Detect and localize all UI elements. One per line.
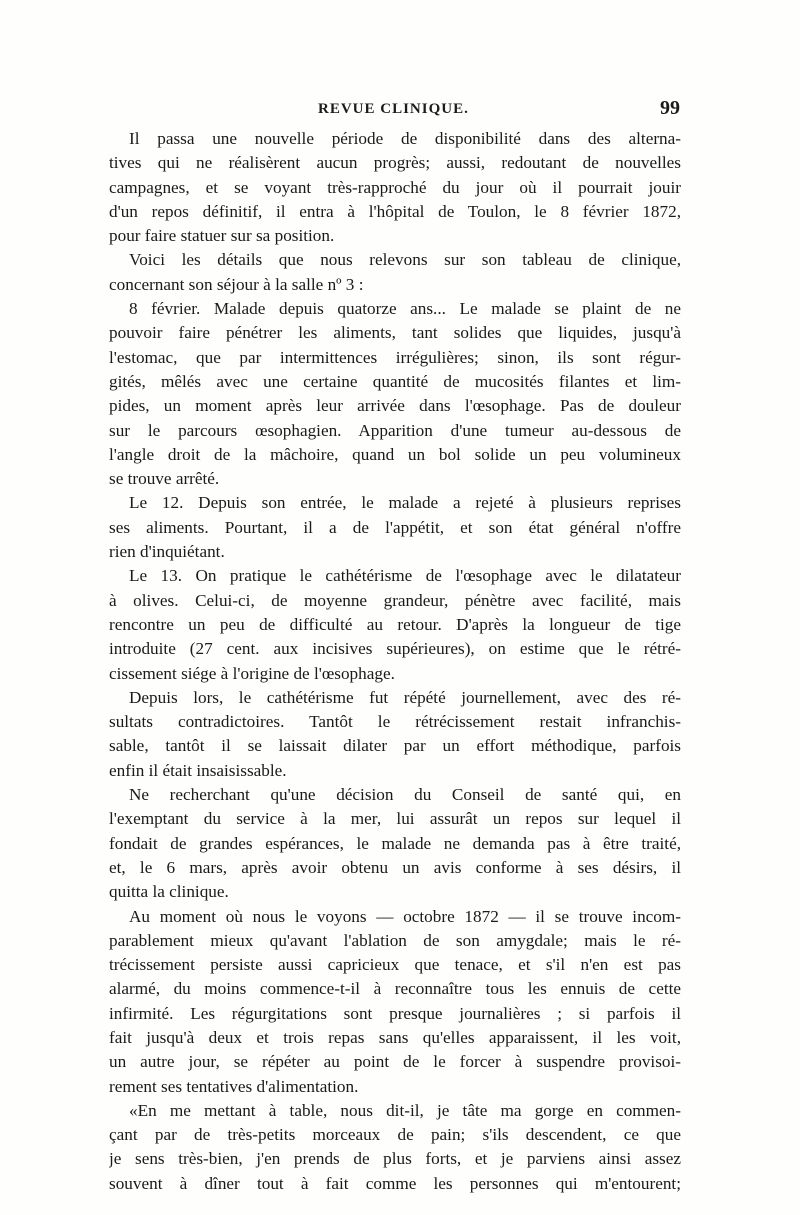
text-line: fait jusqu'à deux et trois repas sans qu'elles apparaissent, il les voit, bbox=[109, 1027, 681, 1047]
text-line: trécissement persiste aussi capricieux que tenace, et s'il n'en est pas bbox=[109, 955, 681, 975]
text-line: infirmité. Les régurgitations sont presque journalières ; si parfois il bbox=[109, 1003, 681, 1023]
text-line: pouvoir faire pénétrer les aliments, tant solides que liquides, jusqu'à bbox=[109, 323, 681, 343]
page-header bbox=[110, 97, 680, 123]
text-line: sable, tantôt il se laissait dilater par un effort méthodique, parfois bbox=[109, 736, 681, 756]
text-line: cissement siége à l'origine de l'œsophage. bbox=[109, 663, 395, 683]
text-line: Le 12. Depuis son entrée, le malade a rejeté à plusieurs reprises bbox=[129, 493, 681, 513]
text-line: tives qui ne réalisèrent aucun progrès; aussi, redoutant de nouvelles bbox=[109, 153, 681, 173]
text-line: un autre jour, se répéter au point de le forcer à suspendre provisoi- bbox=[109, 1052, 681, 1072]
text-line: rencontre un peu de difficulté au retour. D'après la longueur de tige bbox=[109, 614, 681, 634]
text-line: souvent à dîner tout à fait comme les personnes qui m'entourent; bbox=[109, 1173, 681, 1193]
text-line: rien d'inquiétant. bbox=[109, 542, 225, 562]
text-line: Le 13. On pratique le cathétérisme de l'œsophage avec le dilatateur bbox=[129, 566, 681, 586]
text-line: d'un repos définitif, il entra à l'hôpital de Toulon, le 8 février 1872, bbox=[109, 201, 681, 221]
text-line: sur le parcours œsophagien. Apparition d'une tumeur au-dessous de bbox=[109, 420, 681, 440]
text-line: campagnes, et se voyant très-rapproché du jour où il pourrait jouir bbox=[109, 177, 681, 197]
text-line: ses aliments. Pourtant, il a de l'appétit, et son état général n'offre bbox=[109, 517, 681, 537]
text-line: alarmé, du moins commence-t-il à reconnaître tous les ennuis de cette bbox=[109, 979, 681, 999]
text-line: rement ses tentatives d'alimentation. bbox=[109, 1076, 359, 1096]
text-line: parablement mieux qu'avant l'ablation de son amygdale; mais le ré- bbox=[109, 930, 681, 950]
text-line: Voici les détails que nous relevons sur son tableau de clinique, bbox=[129, 250, 681, 270]
text-line: «En me mettant à table, nous dit-il, je tâte ma gorge en commen- bbox=[129, 1100, 681, 1120]
text-line: l'exemptant du service à la mer, lui assurât un repos sur lequel il bbox=[109, 809, 681, 829]
text-line: l'angle droit de la mâchoire, quand un bol solide un peu volumineux bbox=[109, 444, 681, 464]
text-line: gités, mêlés avec une certaine quantité de mucosités filantes et lim- bbox=[109, 371, 681, 391]
text-line: enfin il était insaisissable. bbox=[109, 760, 287, 780]
text-line: pides, un moment après leur arrivée dans l'œsophage. Pas de douleur bbox=[109, 396, 681, 416]
text-line: se trouve arrêté. bbox=[109, 469, 220, 489]
text-line: quitta la clinique. bbox=[109, 882, 229, 902]
text-line: Au moment où nous le voyons — octobre 1872 — il se trouve incom- bbox=[129, 906, 681, 926]
text-line: Depuis lors, le cathétérisme fut répété journellement, avec des ré- bbox=[129, 687, 681, 707]
text-line: introduite (27 cent. aux incisives supérieures), on estime que le rétré- bbox=[109, 639, 681, 659]
page-number: 99 bbox=[660, 97, 680, 119]
text-line: fondait de grandes espérances, le malade ne demanda pas à être traité, bbox=[109, 833, 681, 853]
text-line: Il passa une nouvelle période de disponibilité dans des alterna- bbox=[129, 129, 681, 148]
text-line: je sens très-bien, j'en prends de plus forts, et je parviens ainsi assez bbox=[109, 1149, 681, 1169]
text-line: sultats contradictoires. Tantôt le rétrécissement restait infranchis- bbox=[109, 712, 681, 732]
text-line: çant par de très-petits morceaux de pain; s'ils descendent, ce que bbox=[109, 1125, 681, 1145]
text-line: pour faire statuer sur sa position. bbox=[109, 226, 335, 246]
text-line: concernant son séjour à la salle nº 3 : bbox=[109, 274, 364, 294]
text-line: 8 février. Malade depuis quatorze ans... Le malade se plaint de ne bbox=[129, 299, 681, 319]
body-text bbox=[109, 127, 681, 1196]
text-line: Ne recherchant qu'une décision du Conseil de santé qui, en bbox=[129, 785, 681, 805]
text-line: et, le 6 mars, après avoir obtenu un avis conforme à ses désirs, il bbox=[109, 857, 681, 877]
text-line: l'estomac, que par intermittences irrégulières; sinon, ils sont régur- bbox=[109, 347, 681, 367]
running-title: REVUE CLINIQUE. bbox=[318, 101, 469, 117]
text-line: à olives. Celui-ci, de moyenne grandeur, pénètre avec facilité, mais bbox=[109, 590, 681, 610]
